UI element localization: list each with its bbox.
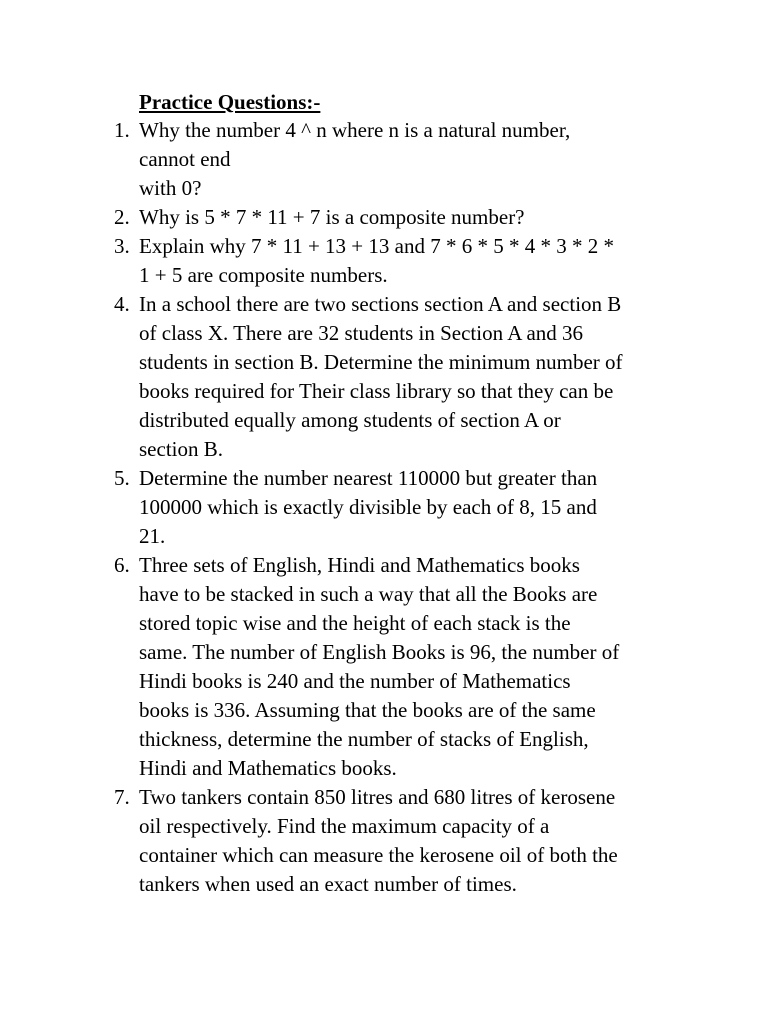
- question-number: 4.: [114, 292, 130, 316]
- question-item: [114, 290, 688, 464]
- question-number: 5.: [114, 466, 130, 490]
- question-text-line: Explain why 7 * 11 + 13 + 13 and 7 * 6 * 5 * 4 * 3 * 2 *: [139, 234, 614, 258]
- question-text-line: distributed equally among students of section A or: [139, 408, 561, 432]
- question-text-line: books required for Their class library so that they can be: [139, 379, 614, 403]
- question-text: [139, 783, 688, 899]
- question-text-line: oil respectively. Find the maximum capacity of a: [139, 814, 550, 838]
- question-text: [139, 290, 688, 464]
- question-text-line: Three sets of English, Hindi and Mathematics books: [139, 553, 580, 577]
- question-text-line: books is 336. Assuming that the books are of the same: [139, 698, 596, 722]
- question-text: [139, 232, 688, 290]
- question-text-line: 100000 which is exactly divisible by each of 8, 15 and: [139, 495, 597, 519]
- question-item: [114, 232, 688, 290]
- question-text: [139, 464, 688, 551]
- page-title: Practice Questions:-: [139, 90, 321, 114]
- question-text-line: stored topic wise and the height of each stack is the: [139, 611, 571, 635]
- question-text-line: container which can measure the kerosene oil of both the: [139, 843, 618, 867]
- question-text-line: 1 + 5 are composite numbers.: [139, 263, 388, 287]
- question-text-line: In a school there are two sections section A and section B: [139, 292, 622, 316]
- question-text-line: Why is 5 * 7 * 11 + 7 is a composite number?: [139, 205, 525, 229]
- question-text-line: Hindi and Mathematics books.: [139, 756, 397, 780]
- question-text-line: Determine the number nearest 110000 but greater than: [139, 466, 598, 490]
- question-item: [114, 551, 688, 783]
- document-body: [114, 88, 688, 899]
- question-text: [139, 203, 688, 232]
- question-text-line: Hindi books is 240 and the number of Mathematics: [139, 669, 571, 693]
- question-text-line: have to be stacked in such a way that all the Books are: [139, 582, 598, 606]
- question-item: [114, 783, 688, 899]
- question-text: [139, 116, 688, 203]
- question-text-line: same. The number of English Books is 96, the number of: [139, 640, 620, 664]
- question-item: [114, 464, 688, 551]
- question-list: [114, 116, 688, 899]
- question-text-line: students in section B. Determine the minimum number of: [139, 350, 623, 374]
- question-number: 3.: [114, 234, 130, 258]
- question-text-line: with 0?: [139, 176, 202, 200]
- question-text-line: 21.: [139, 524, 166, 548]
- question-text-line: Why the number 4 ^ n where n is a natural number,: [139, 118, 571, 142]
- question-text-line: cannot end: [139, 147, 231, 171]
- question-text-line: thickness, determine the number of stacks of English,: [139, 727, 589, 751]
- question-number: 2.: [114, 205, 130, 229]
- question-number: 7.: [114, 785, 130, 809]
- question-number: 6.: [114, 553, 130, 577]
- question-text-line: section B.: [139, 437, 223, 461]
- question-text-line: of class X. There are 32 students in Section A and 36: [139, 321, 584, 345]
- question-item: [114, 116, 688, 203]
- question-number: 1.: [114, 118, 130, 142]
- question-text-line: tankers when used an exact number of times.: [139, 872, 517, 896]
- question-text-line: Two tankers contain 850 litres and 680 litres of kerosene: [139, 785, 616, 809]
- question-text: [139, 551, 688, 783]
- question-item: [114, 203, 688, 232]
